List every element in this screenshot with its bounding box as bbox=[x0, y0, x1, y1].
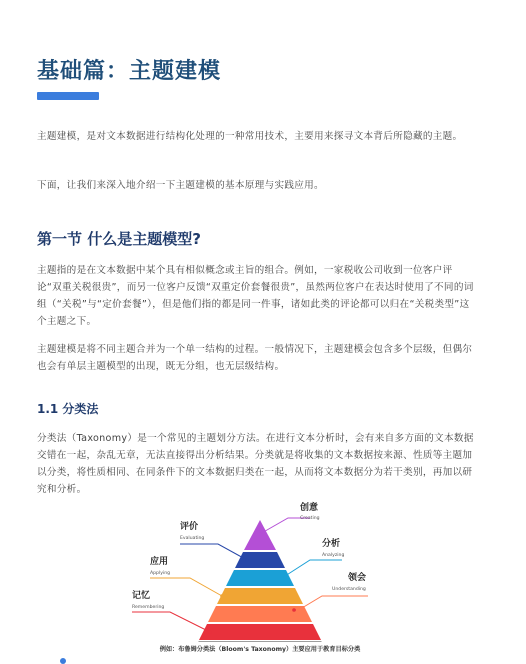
label-analyzing-en: Analyzing bbox=[322, 553, 345, 558]
page-marker-dot bbox=[60, 658, 66, 664]
label-remembering-en: Remembering bbox=[132, 605, 165, 610]
pyramid-base bbox=[198, 641, 322, 642]
pyramid-layer-4 bbox=[217, 588, 303, 604]
connector-remembering bbox=[132, 612, 210, 632]
connector-dot-applying bbox=[220, 594, 224, 598]
figure-caption: 例如：布鲁姆分类法（Bloom's Taxonomy）主要应用于教育目标分类 bbox=[159, 646, 361, 653]
subsection-heading: 1.1 分类法 bbox=[37, 402, 99, 416]
subsection-paragraph: 分类法（Taxonomy）是一个常见的主题划分方法。在进行文本分析时，会有来自多方面的文本数据交错在一起，杂乱无章，无法直接得出分析结果。分类就是将收集的文本数据按来源、性质等主题加以分类，将性质相同、在同条件下的文本数据归类在一起，从而将文本数据分为若干类别，再加以研究和分析。 bbox=[37, 433, 474, 495]
label-remembering: 记忆 bbox=[132, 591, 151, 601]
pyramid-layer-2 bbox=[235, 552, 285, 568]
section-heading: 第一节 什么是主题模型? bbox=[37, 230, 201, 248]
connector-applying bbox=[150, 578, 222, 596]
title-accent-bar bbox=[37, 92, 99, 100]
label-creating-en: Creating bbox=[300, 516, 320, 521]
pyramid-layer-6 bbox=[199, 624, 321, 640]
connector-dot-evaluating bbox=[245, 558, 249, 562]
label-creating: 创意 bbox=[300, 503, 319, 513]
connector-dot-remembering bbox=[208, 630, 212, 634]
label-understanding-en: Understanding bbox=[332, 587, 366, 592]
connector-evaluating bbox=[180, 544, 247, 560]
pyramid-layer-5 bbox=[208, 606, 312, 622]
pyramid-diagram bbox=[110, 498, 410, 643]
label-applying-en: Applying bbox=[150, 571, 171, 576]
connector-dot-analyzing bbox=[280, 576, 284, 580]
connector-dot-understanding bbox=[290, 612, 294, 616]
label-evaluating: 评价 bbox=[180, 522, 199, 532]
label-applying: 应用 bbox=[150, 557, 169, 567]
page-title: 基础篇：主题建模 bbox=[37, 59, 222, 84]
section-paragraph-2: 主题建模是将不同主题合并为一个单一结构的过程。一般情况下，主题建模会包含多个层级，但偶尔也会有单层主题模型的出现，既无分组，也无层级结构。 bbox=[37, 344, 473, 372]
intro-paragraph-1: 主题建模，是对文本数据进行结构化处理的一种常用技术，主要用来探寻文本背后所隐藏的主题。 bbox=[37, 131, 463, 142]
label-understanding: 领会 bbox=[348, 573, 367, 583]
label-analyzing: 分析 bbox=[322, 539, 341, 549]
intro-paragraph-2: 下面，让我们来深入地介绍一下主题建模的基本原理与实践应用。 bbox=[37, 180, 324, 191]
label-evaluating-en: Evaluating bbox=[180, 536, 205, 541]
section-paragraph-1: 主题指的是在文本数据中某个具有相似概念或主旨的组合。例如，一家税收公司收到一位客户评论“双重关税很贵”，而另一位客户反馈“双重定价套餐很贵”，虽然两位客户在表达时使用了不同的词组（“关税”与“定价套餐”），但是他们指的都是同一件事，诸如此类的评论都可以归在“关税类型”这个主题之下。 bbox=[37, 265, 474, 327]
connector-dot-base-right bbox=[292, 608, 296, 612]
connector-dot-creating bbox=[258, 532, 262, 536]
bloom-taxonomy-figure bbox=[110, 498, 410, 658]
connector-analyzing bbox=[282, 560, 342, 578]
